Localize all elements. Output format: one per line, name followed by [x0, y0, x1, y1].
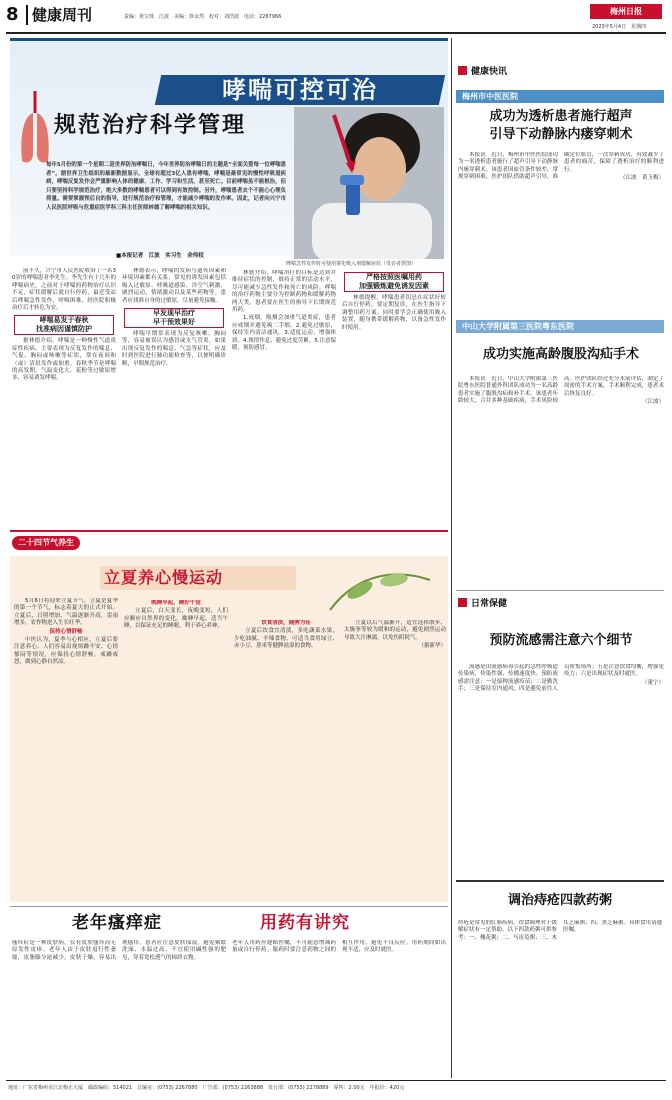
section-marker-icon: [458, 66, 467, 75]
news3-text: 流感是由流感病毒引起的急性呼吸道传染病，传染性强、传播速度快。预防流感需注意：一是接种流感疫苗；二是勤洗手；三是保持室内通风；四是避免前往人员密集场所；五是注意饮食均衡，增强免疫力；六是出现症状及时就医。: [458, 664, 664, 693]
section-title: 健康周刊: [26, 5, 92, 25]
solar-title: 立夏养心慢运动: [104, 568, 224, 587]
masthead-logo: [590, 4, 662, 19]
header-meta: 责编：黄宝珠 江波 美编：徐永然 校对：刘浩波 电话：2267966: [124, 14, 282, 20]
solar-col-2: [124, 600, 228, 898]
geri-title: 老年瘙痒症: [72, 913, 162, 933]
solar-col-3: [234, 620, 338, 898]
hospital-bar-1: 梅州市中医医院: [456, 90, 664, 103]
solar-sub2: 晚睡早起，睡好午觉: [151, 600, 201, 606]
subhead-2b: 早干预效果好: [153, 318, 195, 327]
solar-p4: 立夏后饮食宜清淡，多吃蔬菜水果，少吃油腻、辛辣食物。可适当食用绿豆、赤小豆、薏米等健脾祛湿的食物。: [234, 628, 338, 650]
photo-inhaler-woman: [294, 107, 444, 259]
feature-p2: 据林德介绍，哮喘是一种慢性气道炎症性疾病，主要表现为反复发作的喘息、气促、胸闷或咳嗽等症状，常在夜间和（或）清晨发作或加重。春秋季节是哮喘的高发期，气温变化大、花粉等过敏原增多，容易诱发哮喘。: [12, 338, 116, 382]
solar-p5: 立夏以后气温渐升，适宜选择散步、太极拳等较为缓和的运动，避免剧烈运动导致大汗淋漓，以免伤阴耗气。: [344, 620, 446, 641]
news1-body: [458, 152, 664, 302]
lungs-illustration: [18, 91, 52, 171]
solar-sub3: 饮食清淡，健脾为佳: [261, 620, 311, 626]
subhead-box-1: [14, 315, 114, 335]
subhead-1b: 找准病因谨慎防护: [36, 325, 92, 334]
recipe-box: [456, 880, 664, 1076]
news3-title: 预防流感需注意六个细节: [489, 633, 633, 648]
section-marker-icon-2: [458, 598, 467, 607]
logo-text: 梅州日报: [610, 7, 642, 16]
feature-p3: 林德表示，哮喘的发病与遗传因素和环境因素都有关系，常见的诱发因素包括吸入过敏原、呼吸道感染、冷空气刺激、剧烈运动、情绪激动以及某些药物等。患者应找准自身的过敏原，尽量避免接触。: [122, 268, 226, 304]
subhead-3a: 严格按照医嘱用药: [366, 273, 422, 281]
drug-body: 老年人用药应遵循医嘱，不可随意增减药量或自行停药。服药时要注意药物之间的相互作用，避免不良反应。用药期间如出现不适，应及时就医。: [232, 940, 446, 954]
care-section-label: 日常保健: [471, 599, 508, 609]
solar-p2: 中医认为，夏季与心相应，立夏后要注意养心。人们容易出现烦躁不安、心情郁闷等情况，应保持心情舒畅，戒躁戒怒，做到心静自然凉。: [14, 637, 118, 666]
feature-p6: 1.戒烟，吸烟会加重气道炎症，患者应戒烟并避免吸二手烟。2.避免过敏原，保持室内清洁通风。3.适度运动，增强体质。4.规律作息，避免过度劳累。5.注意保暖，预防感冒。: [232, 315, 336, 352]
subhead-box-2: [124, 308, 224, 328]
feature-p7: 林德提醒，哮喘患者切忌在症状好转后自行停药，要定期复诊，在医生指导下调整用药方案。同时要学会正确使用吸入装置，随身携带缓解药物，以备急性发作时使用。: [342, 295, 446, 331]
header-date: 2023年5月4日 星期四: [592, 24, 647, 30]
geri-body: 瘙痒症是一种皮肤病，仅有皮肤瘙痒而无原发性皮疹。老年人由于皮肤退行性萎缩，皮脂腺分泌减少，皮肤干燥，容易出现瘙痒。患者应注意皮肤保湿，避免频繁洗澡、水温过高，不宜使用碱性强的肥皂，穿着宽松透气的棉质衣物。: [12, 940, 226, 961]
feature-p5: 林德介绍，哮喘治疗的目标是达到并维持症状的控制，维持正常的活动水平，尽可能减少急性发作和死亡的风险。哮喘的治疗药物主要分为控制药物和缓解药物两大类，患者要在医生的指导下长期规范用药。: [232, 270, 336, 314]
solar-term-label: 二十四节气养生: [18, 538, 74, 547]
news-section-head: [458, 64, 507, 77]
subhead-1a: 哮喘易发于春秋: [39, 316, 89, 325]
news3-body: [458, 664, 664, 872]
news2-byline: （江波）: [641, 399, 664, 406]
feature-col-1: [12, 268, 116, 523]
feature-lead: 每年5月份的第一个星期二是世界防治哮喘日，今年世界防治哮喘日的主题是“全面关爱每一位哮喘患者”。据世界卫生组织的最新数据显示，全球有超过3亿人患有哮喘，哮喘是最常见的慢性呼吸道疾病，哮喘反复发作会严重影响人体的健康、工作、学习和生活，甚至死亡。目前哮喘虽不能根治，但只要坚持科学规范治疗，绝大多数的哮喘患者可以得到有效控制。另外，哮喘患者去个不能心心理负荷量。需要掌握预后自的指导，进行规范治疗和管理，才能减少哮喘的发作率。因此，记者向兴宁市人民医院呼吸与危重症医学科三科主任医师林德了解哮喘的相关知识。: [46, 162, 286, 211]
news-section-label: 健康快讯: [471, 67, 508, 77]
headline-sub: 规范治疗科学管理: [54, 113, 247, 138]
solar-byline: （据新华）: [418, 643, 446, 650]
solar-p3: 立夏后，白天变长，夜晚变短，人们应顺应自然界的变化，晚睡早起，适当午睡，以保证充足的睡眠，利于养心养神。: [124, 608, 228, 630]
hospital-bar-2: 中山大学附属第三医院粤东医院: [456, 320, 664, 333]
feature-col-3: [232, 270, 336, 523]
news2-title: 成功实施高龄腹股沟疝手术: [482, 347, 639, 362]
feature-banner: [10, 38, 448, 259]
headline-main: 哮喘可控可治: [222, 76, 378, 104]
subhead-2a: 早发现早治疗: [153, 309, 195, 318]
news1-title-1: 成功为透析患者施行超声: [489, 109, 633, 124]
leaf-icon: [320, 560, 440, 616]
feature-p1: 前不久，兴宁市人民医院收治了一名30岁的哮喘患者李先生。李先生有十几年的哮喘病史，之前对于哮喘的药物治疗认识不足，症状缓解后就自行停药，最近受凉后哮喘急性发作，呼吸困难，经医院积极治疗后才转危为安。: [12, 268, 116, 312]
solar-term-tag: [12, 536, 80, 550]
news1-byline: （江波 黄玉梅）: [619, 175, 664, 182]
recipe-body: 痔疮是常见的肛肠疾病，饮食调理对于缓解症状有一定帮助。以下四款药粥可供参考：一、槐花粥；二、马齿苋粥；三、木耳芝麻粥；四、黑芝麻粥。具体食用请遵医嘱。: [458, 920, 662, 941]
subhead-3b: 加强锻炼避免诱发因素: [359, 282, 429, 290]
solar-p1: 5月6日将迎来立夏节气。立夏是夏季的第一个节气，标志着夏天的正式开始。立夏后，日照增加，气温逐渐升高，雷雨增多，农作物进入生长旺季。: [14, 598, 118, 627]
drug-title: 用药有讲究: [260, 913, 350, 933]
feature-col-2: [122, 268, 226, 523]
news1-text: 本报讯 近日，梅州市中医医院成功为一名透析患者施行了超声引导下动静脉内瘘穿刺术。该患者因血管条件较差，常规穿刺困难，医护团队借助超声引导，准确定位血管，一次穿刺成功，有效减少了患者的痛苦，保障了透析治疗的顺利进行。: [458, 152, 664, 181]
solar-sub1: 保持心情舒畅: [49, 628, 83, 635]
feature-p4: 哮喘早期常表现为反复咳嗽、胸闷等，容易被误认为感冒或支气管炎。如果出现反复发作的喘息、气急等症状，应及时到医院进行肺功能检查等，以便明确诊断，早期规范治疗。: [122, 331, 226, 367]
feature-byline: ■本报记者 江波 实习生 余伟权: [116, 253, 204, 259]
page-number: 8: [6, 4, 19, 25]
feature-col-4: [342, 270, 446, 523]
recipe-title: 调治痔疮四款药粥: [507, 893, 612, 908]
subhead-box-3: [344, 272, 444, 292]
footer-info: 地址：广东省梅州市江北梅正大厦 邮政编码：514021 总编室：(0753) 2267880 广告部：(0753) 2263888 发行部：(0753) 2278889 零售：2.00元 年报价：420元: [8, 1085, 405, 1091]
solar-col-1: [14, 598, 118, 898]
news3-byline: （董宁）: [641, 679, 664, 686]
solar-col-4: [344, 620, 446, 898]
news1-title-2: 引导下动静脉内瘘穿刺术: [489, 127, 633, 142]
news2-body: [458, 376, 664, 582]
photo-caption: 哮喘急性发作时可使用雾化吸入剂缓解症状（受访者供图）: [285, 261, 416, 267]
news2-text: 本报讯 近日，中山大学附属第三医院粤东医院普通外科团队成功为一名高龄患者实施了腹股沟疝修补手术。该患者年龄较大，合并多种基础疾病，手术风险较高。医护团队经过充分术前评估，制定了周密的手术方案，手术顺利完成，患者术后恢复良好。: [458, 376, 664, 405]
care-section-head: [458, 596, 507, 609]
